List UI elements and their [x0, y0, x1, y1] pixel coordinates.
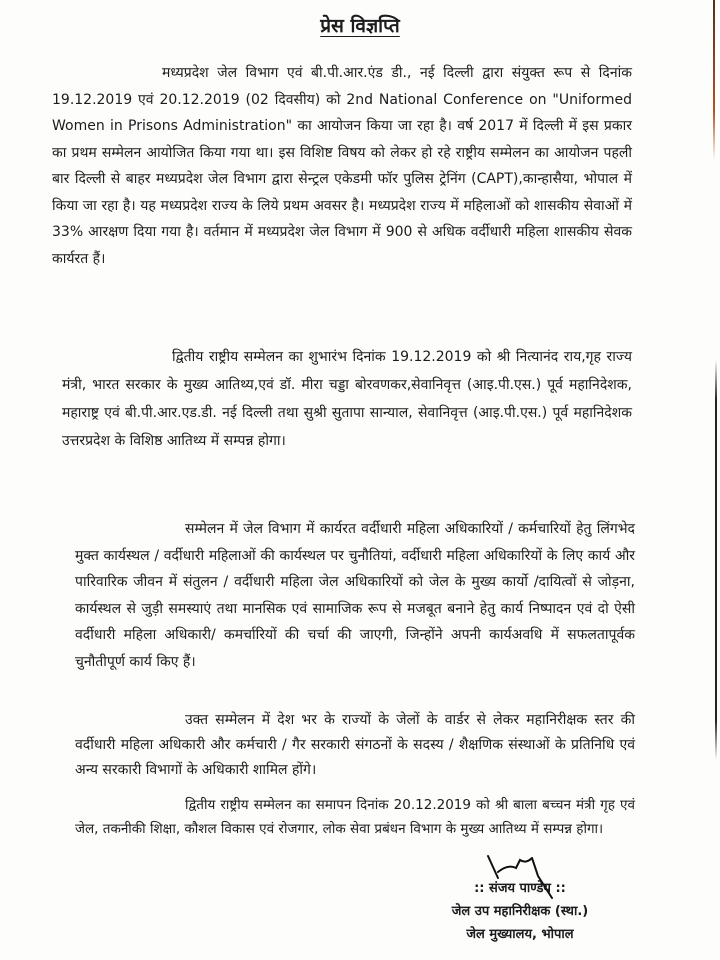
paragraph-participants: उक्त सम्मेलन में देश भर के राज्यों के जेलों के वार्डर से लेकर महानिरीक्षक स्तर की वर्दीधारी महिला अधिकारी और कर्मचारी / गैर सरकारी संगठनों के सदस्य / शैक्षणिक संस्थाओं के प्रतिनिधि एवं अन्य सरकारी विभागों के अधिकारी शामिल होंगे। — [75, 712, 635, 778]
paragraph-introduction: मध्यप्रदेश जेल विभाग एवं बी.पी.आर.एंड डी., नई दिल्ली द्वारा संयुक्त रूप से दिनांक 19.12.2019 एवं 20.12.2019 (02 दिवसीय) को 2nd National Conference on "Uniformed Women in Prisons Administration" का आयोजन किया जा रहा है। वर्ष 2017 में दिल्ली में इस प्रकार का प्रथम सम्मेलन आयोजित किया गया था। इस विशिष्ट विषय को लेकर हो रहे राष्ट्रीय सम्मेलन का आयोजन पहली बार दिल्ली से बाहर मध्यप्रदेश जेल विभाग द्वारा सेन्ट्रल एकेडमी फॉर पुलिस ट्रेनिंग (CAPT),कान्हासैया, भोपाल में किया जा रहा है। यह मध्यप्रदेश राज्य के लिये प्रथम अवसर है। मध्यप्रदेश राज्य में महिलाओं को शासकीय सेवाओं में 33% आरक्षण दिया गया है। वर्तमान में मध्यप्रदेश जेल विभाग में 900 से अधिक वर्दीधारी महिला शासकीय सेवक कार्यरत हैं। — [52, 65, 632, 267]
paragraph-topics: सम्मेलन में जेल विभाग में कार्यरत वर्दीधारी महिला अधिकारियों / कर्मचारियों हेतु लिंगभेद मुक्त कार्यस्थल / वर्दीधारी महिलाओं की कार्यस्थल पर चुनौतियां, वर्दीधारी महिला अधिकारियों के लिए कार्य और पारिवारिक जीवन में संतुलन / वर्दीधारी महिला जेल अधिकारियों को जेल के मुख्य कार्यो /दायित्वों से जोड़ना, कार्यस्थल से जुड़ी समस्याएं तथा मानसिक एवं सामाजिक रूप से मजबूत बनाने हेतु कार्य निष्पादन एवं दो ऐसी वर्दीधारी महिला अधिकारी/ कमर्चारियों की चर्चा की जाएगी, जिन्होंने अपनी कार्यअवधि में सफलतापूर्वक चुनौतीपूर्ण कार्य किए हैं। — [75, 521, 635, 670]
signature-block — [440, 877, 600, 946]
paragraph-inauguration: द्वितीय राष्ट्रीय सम्मेलन का शुभारंभ दिनांक 19.12.2019 को श्री नित्यानंद राय,गृह राज्य मंत्री, भारत सरकार के मुख्य आतिथ्य,एवं डॉ. मीरा चड्डा बोरवणकर,सेवानिवृत्त (आइ.पी.एस.) पूर्व महानिदेशक, महाराष्ट्र एवं बी.पी.आर.एड.डी. नई दिल्ली तथा सुश्री सुतापा सान्याल, सेवानिवृत्त (आइ.पी.एस.) पूर्व महानिदेशक उत्तरप्रदेश के विशिष्ठ आतिथ्य में सम्पन्न होगा। — [62, 349, 632, 449]
document-title: प्रेस विज्ञप्ति — [320, 15, 400, 37]
signatory-office: जेल मुख्यालय, भोपाल — [466, 927, 574, 942]
paragraph-closing: द्वितीय राष्ट्रीय सम्मेलन का समापन दिनांक 20.12.2019 को श्री बाला बच्चन मंत्री गृह एवं जेल, तकनीकी शिक्षा, कौशल विकास एवं रोजगार, लोक सेवा प्रबंधन विभाग के मुख्य आतिथ्य में सम्पन्न होगा। — [75, 797, 635, 837]
signatory-name: :: संजय पाण्डेय :: — [474, 881, 566, 896]
page-edge-line — [715, 360, 717, 760]
signatory-designation: जेल उप महानिरीक्षक (स्था.) — [451, 904, 589, 919]
